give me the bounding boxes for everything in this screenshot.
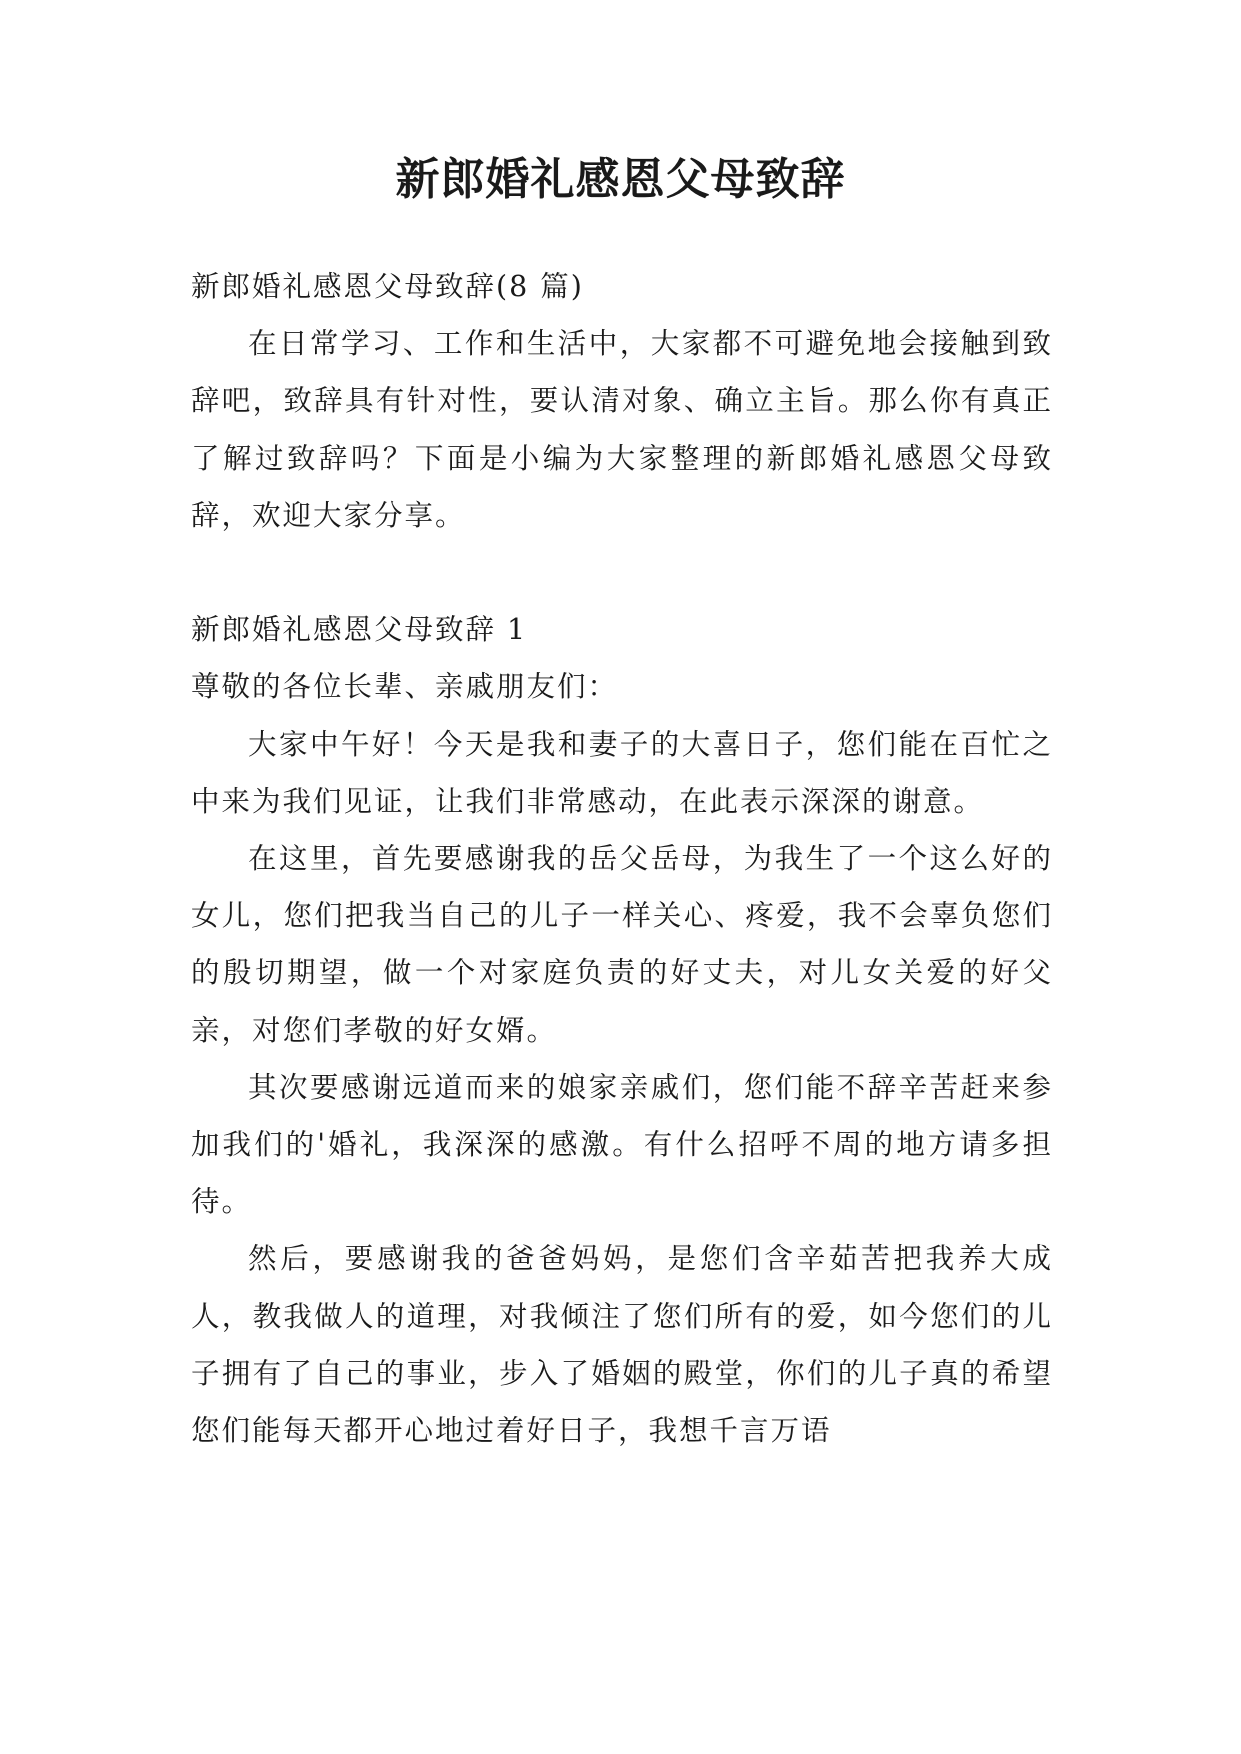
body-paragraph: 然后，要感谢我的爸爸妈妈，是您们含辛茹苦把我养大成人，教我做人的道理，对我倾注了您们所有的爱，如今您们的儿子拥有了自己的事业，步入了婚姻的殿堂，你们的儿子真的希望您们能每天都开心地过着好日子，我想千言万语 [191,1242,1053,1448]
body-paragraph: 在这里，首先要感谢我的岳父岳母，为我生了一个这么好的女儿，您们把我当自己的儿子一样关心、疼爱，我不会辜负您们的殷切期望，做一个对家庭负责的好丈夫，对儿女关爱的好父亲，对您们孝敬的好女婿。 [191,842,1053,1047]
salutation: 尊敬的各位长辈、亲戚朋友们： [191,670,619,704]
document-body [191,258,1053,1459]
section-spacer [191,544,1053,601]
body-paragraph: 其次要感谢远道而来的娘家亲戚们，您们能不辞辛苦赶来参加我们的'婚礼，我深深的感激。有什么招呼不周的地方请多担待。 [191,1070,1053,1219]
document-subtitle: 新郎婚礼感恩父母致辞(8 篇) [191,270,584,303]
section-heading: 新郎婚礼感恩父母致辞 1 [191,613,528,647]
body-paragraph: 大家中午好！今天是我和妻子的大喜日子，您们能在百忙之中来为我们见证，让我们非常感动，在此表示深深的谢意。 [191,727,1053,818]
intro-paragraph: 在日常学习、工作和生活中，大家都不可避免地会接触到致辞吧，致辞具有针对性，要认清对象、确立主旨。那么你有真正了解过致辞吗？下面是小编为大家整理的新郎婚礼感恩父母致辞，欢迎大家分享。 [191,327,1053,532]
document-title: 新郎婚礼感恩父母致辞 [395,154,846,205]
